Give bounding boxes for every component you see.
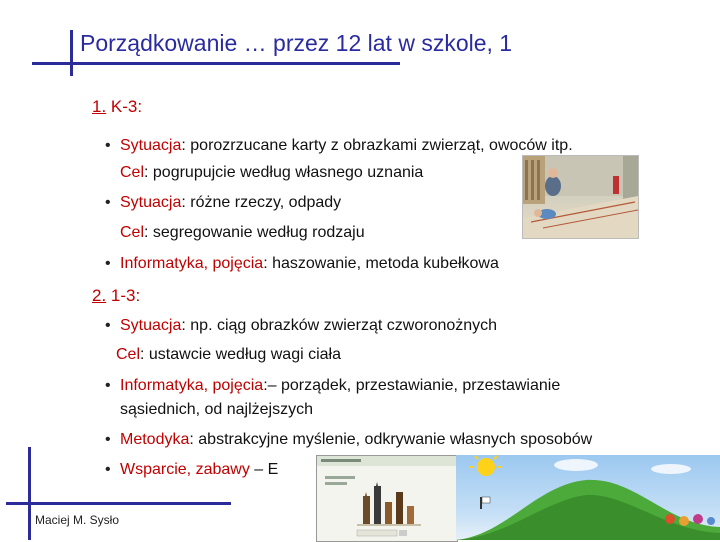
section-2-item-4: Metodyka: abstrakcyjne myślenie, odkrywanie własnych sposobów: [120, 431, 593, 448]
weight-game-screenshot: [316, 455, 458, 542]
section-1-item-5: Informatyka, pojęcia: haszowanie, metoda kubełkowa: [120, 255, 499, 272]
bullet-icon: •: [105, 461, 111, 478]
bullet-icon: •: [105, 137, 111, 154]
weight-game-drawing: [317, 456, 457, 541]
section-1-number: 1.: [92, 97, 107, 116]
title-vertical-rule: [70, 30, 73, 76]
slide-title: Porządkowanie … przez 12 lat w szkole, 1: [80, 30, 513, 56]
bullet-icon: •: [105, 377, 111, 394]
hill-game-screenshot: [456, 455, 720, 540]
section-2-item-3-continued: sąsiednich, od najlżejszych: [120, 401, 313, 418]
section-1-heading: [92, 97, 142, 117]
section-1-range: K-3:: [110, 97, 143, 116]
classroom-photo: [522, 155, 639, 239]
bullet-icon: •: [105, 431, 111, 448]
section-2-number: 2.: [92, 286, 107, 305]
hill-game-drawing: [456, 455, 720, 540]
section-1-item-4: Cel: segregowanie według rodzaju: [120, 224, 365, 241]
bullet-icon: •: [105, 255, 111, 272]
bullet-icon: •: [105, 194, 111, 211]
section-2-item-2: Cel: ustawcie według wagi ciała: [116, 346, 342, 363]
footer-vertical-rule: [28, 447, 31, 540]
bullet-icon: •: [105, 317, 111, 334]
section-1-item-3: Sytuacja: różne rzeczy, odpady: [120, 194, 342, 211]
author-footer: Maciej M. Sysło: [35, 513, 120, 527]
section-2-item-3: Informatyka, pojęcia:– porządek, przestawianie, przestawianie: [120, 377, 561, 394]
section-2-item-5: Wsparcie, zabawy – E: [120, 461, 279, 478]
title-horizontal-rule: [32, 62, 400, 65]
section-2-range: 1-3:: [110, 286, 141, 305]
section-1-item-1: Sytuacja: porozrzucane karty z obrazkami zwierząt, owoców itp.: [120, 137, 573, 154]
section-2-item-1: Sytuacja: np. ciąg obrazków zwierząt czworonożnych: [120, 317, 498, 334]
section-1-item-2: Cel: pogrupujcie według własnego uznania: [120, 164, 424, 181]
section-2-heading: [92, 286, 140, 306]
classroom-photo-drawing: [523, 156, 638, 238]
footer-horizontal-rule: [6, 502, 231, 505]
